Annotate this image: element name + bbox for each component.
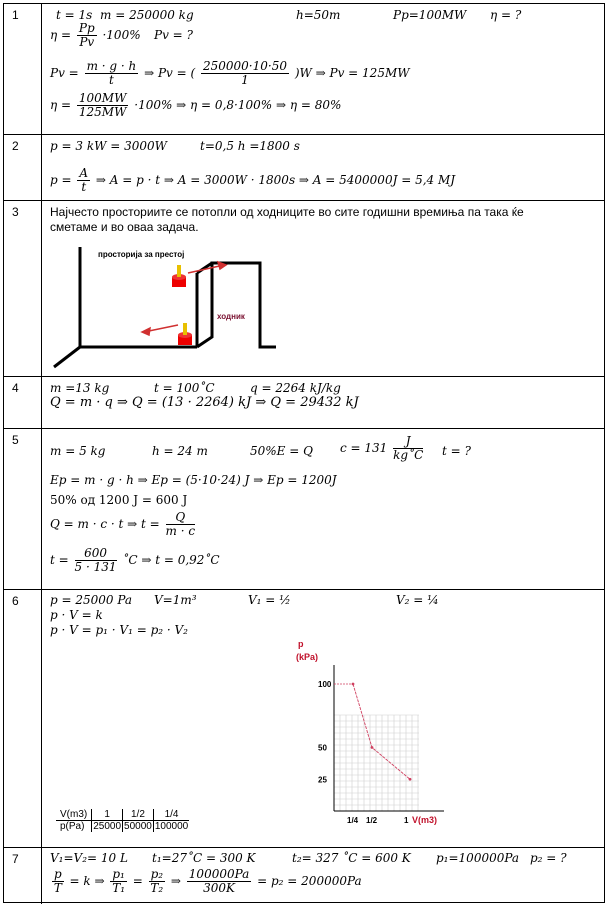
given-v2: V₂ = ¼ bbox=[396, 593, 439, 607]
unknown-p2: p₂ = ? bbox=[530, 851, 567, 865]
table-cell: 25000 bbox=[93, 821, 122, 832]
temperature-formula: Q = m · c · t ⇒ t = $\frac{Q}{m \cdot c}$ bbox=[50, 510, 196, 538]
row-content bbox=[42, 377, 604, 428]
unknown-t: t = ? bbox=[442, 444, 471, 458]
pv-chart bbox=[294, 637, 474, 847]
given-c: c = 131 $\frac{J}{kg˚C}$ bbox=[340, 434, 424, 462]
table-cell: p(Pa) bbox=[56, 821, 92, 833]
table-cell: 100000 bbox=[154, 821, 189, 832]
y-tick-label: 25 bbox=[318, 775, 327, 785]
solutions-table bbox=[3, 3, 605, 903]
x-tick-label: 1/2 bbox=[366, 816, 378, 825]
row-content bbox=[42, 4, 604, 134]
work-formula: p = $\frac{A}{t}$ ⇒ A = p · t ⇒ A = 3000W · 1800s ⇒ A = 5400000J = 5,4 MJ bbox=[50, 166, 456, 194]
eta-result: η = $\frac{100MW}{125MW}$ ·100% ⇒ η = 0,8·100% ⇒ η = 80% bbox=[50, 91, 342, 119]
explanation-text-1: Најчесто просториите се потопли од ходниците во сите годишни времиња па така ќе bbox=[50, 205, 524, 219]
hallway-label: ходник bbox=[217, 312, 245, 321]
pv-formula: Pv = $\frac{m \cdot g \cdot h}{t}$ ⇒ Pv = ( $\frac{250000\cdot 10\cdot 50}{1}$ )W ⇒ Pv = 125MW bbox=[50, 59, 410, 87]
given-m: m = 5 kg bbox=[50, 444, 106, 458]
given-t2: t₂= 327 ˚C = 600 K bbox=[292, 851, 411, 865]
y-axis-label: p bbox=[298, 639, 304, 649]
table-cell: 50000 bbox=[124, 821, 152, 832]
data-point bbox=[352, 683, 355, 686]
given-t: t=0,5 h =1800 s bbox=[200, 139, 300, 153]
row-3 bbox=[4, 201, 604, 377]
eta-formula: η = $\frac{Pp}{Pv}$ ·100% bbox=[50, 21, 141, 49]
energy-relation: 50%E = Q bbox=[250, 444, 313, 458]
given-v: V=1m³ bbox=[154, 593, 197, 607]
row-5 bbox=[4, 429, 604, 590]
y-tick-label: 50 bbox=[318, 743, 327, 753]
room-hallway-diagram bbox=[52, 235, 282, 375]
y-tick-label: 100 bbox=[318, 680, 332, 689]
x-tick-label: 1 bbox=[404, 816, 409, 825]
given-t1: t₁=27˚C = 300 K bbox=[152, 851, 256, 865]
temperature-result: t = $\frac{600}{5 \cdot 131}$ ˚C ⇒ t = 0,92˚C bbox=[50, 546, 220, 574]
given-h: h=50m bbox=[296, 8, 341, 22]
y-axis-label: (kPa) bbox=[296, 652, 319, 662]
row-content bbox=[42, 590, 604, 847]
row-number: 5 bbox=[4, 429, 42, 589]
row-number: 4 bbox=[4, 377, 42, 428]
given-t: t = 100˚C bbox=[154, 381, 215, 395]
table-header: 1/2 bbox=[123, 809, 154, 821]
explanation-text-2: сметаме и во оваа задача. bbox=[50, 220, 199, 234]
row-number: 1 bbox=[4, 4, 42, 134]
given-t: t = 1s bbox=[56, 8, 93, 22]
data-point bbox=[409, 778, 412, 781]
half-energy: 50% од 1200 J = 600 J bbox=[50, 493, 188, 507]
x-tick-label: 1/4 bbox=[347, 816, 359, 825]
given-m: m =13 kg bbox=[50, 381, 110, 395]
row-2 bbox=[4, 135, 604, 201]
room-label: просторија за престој bbox=[98, 250, 185, 259]
heat-result: Q = m · q ⇒ Q = (13 · 2264) kJ ⇒ Q = 29432 kJ bbox=[50, 395, 359, 410]
table-header: V(m3) bbox=[56, 809, 92, 821]
given-p1: p₁=100000Pa bbox=[436, 851, 520, 865]
row-number: 6 bbox=[4, 590, 42, 847]
table-header: 1/4 bbox=[153, 809, 189, 821]
given-q: q = 2264 kJ/kg bbox=[250, 381, 341, 395]
given-pp: Pp=100MW bbox=[393, 8, 467, 22]
row-content bbox=[42, 848, 604, 904]
table-header: 1 bbox=[92, 809, 123, 821]
row-7 bbox=[4, 848, 604, 904]
heater-icon bbox=[178, 323, 192, 345]
row-content bbox=[42, 429, 604, 589]
given-h: h = 24 m bbox=[152, 444, 208, 458]
given-v1: V₁ = ½ bbox=[248, 593, 291, 607]
given-p: p = 3 kW = 3000W bbox=[50, 139, 167, 153]
row-number: 7 bbox=[4, 848, 42, 904]
unknown-eta: η = ? bbox=[490, 8, 522, 22]
pv-table bbox=[56, 809, 189, 832]
row-number: 2 bbox=[4, 135, 42, 200]
x-axis-label: V(m3) bbox=[412, 815, 438, 825]
row-1 bbox=[4, 4, 604, 135]
unknown-pv: Pv = ? bbox=[154, 28, 193, 42]
row-number: 3 bbox=[4, 201, 42, 376]
gay-lussac-formula: $\frac{p}{T}$ = k ⇒ $\frac{\text{p₁}}{\text{T₁}}$ = $\frac{\text{p₂}}{\text{T₂}}$ ⇒ $\frac{100000Pa}{300K}$ = p₂ = 200000Pa bbox=[53, 867, 362, 895]
boyle-law: p · V = k bbox=[50, 608, 103, 622]
given-p: p = 25000 Pa bbox=[50, 593, 133, 607]
pv-series-line bbox=[353, 684, 410, 779]
boyle-law-expanded: p · V = p₁ · V₁ = p₂ · V₂ bbox=[50, 623, 188, 637]
potential-energy: Ep = m · g · h ⇒ Ep = (5·10·24) J ⇒ Ep = 1200J bbox=[50, 473, 337, 487]
data-point bbox=[371, 746, 374, 749]
given-m: m = 250000 kg bbox=[100, 8, 194, 22]
row-4 bbox=[4, 377, 604, 429]
heater-icon bbox=[172, 265, 186, 287]
row-content bbox=[42, 201, 604, 376]
row-6 bbox=[4, 590, 604, 848]
row-content bbox=[42, 135, 604, 200]
given-v: V₁=V₂= 10 L bbox=[50, 851, 128, 865]
